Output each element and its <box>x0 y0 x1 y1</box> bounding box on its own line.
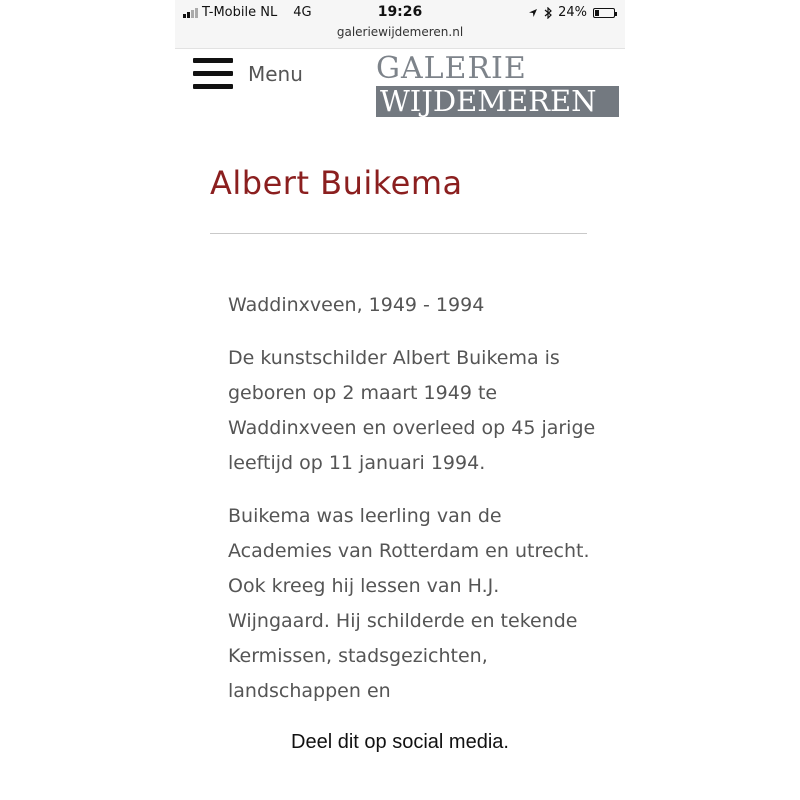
status-right <box>528 5 615 20</box>
title-divider <box>210 233 587 234</box>
network-type: 4G <box>293 5 312 20</box>
article-paragraph: Waddinxveen, 1949 - 1994 <box>228 294 485 316</box>
article-body <box>228 288 598 727</box>
battery-fill <box>595 10 599 16</box>
share-social-link[interactable]: Deel dit op social media. <box>291 731 509 753</box>
site-logo[interactable] <box>376 52 619 117</box>
menu-label: Menu <box>248 62 303 86</box>
battery-percent: 24% <box>558 5 587 20</box>
carrier-name: T-Mobile NL <box>202 5 278 20</box>
location-arrow-icon <box>528 8 538 18</box>
page-title: Albert Buikema <box>210 164 463 202</box>
article-paragraph: Buikema was leerling van de Academies van Rotterdam en utrecht. Ook kreeg hij lessen van H.J. Wijngaard. Hij schilderde en tekende Kermissen, stadsgezichten, landschappen en <box>228 505 590 702</box>
logo-line-1: GALERIE <box>376 51 527 86</box>
url-bar[interactable]: galeriewijdemeren.nl <box>336 25 464 39</box>
hamburger-icon <box>193 58 233 90</box>
battery-icon <box>593 8 615 18</box>
logo-line-2: WIJDEMEREN <box>376 86 619 117</box>
status-bar <box>175 0 625 49</box>
article-paragraph: De kunstschilder Albert Buikema is geboren op 2 maart 1949 te Waddinxveen en overleed op 45 jarige leeftijd op 11 januari 1994. <box>228 347 596 474</box>
status-time: 19:26 <box>377 4 423 20</box>
phone-screen <box>175 0 625 800</box>
bluetooth-icon <box>544 7 552 19</box>
menu-button[interactable] <box>193 58 303 90</box>
